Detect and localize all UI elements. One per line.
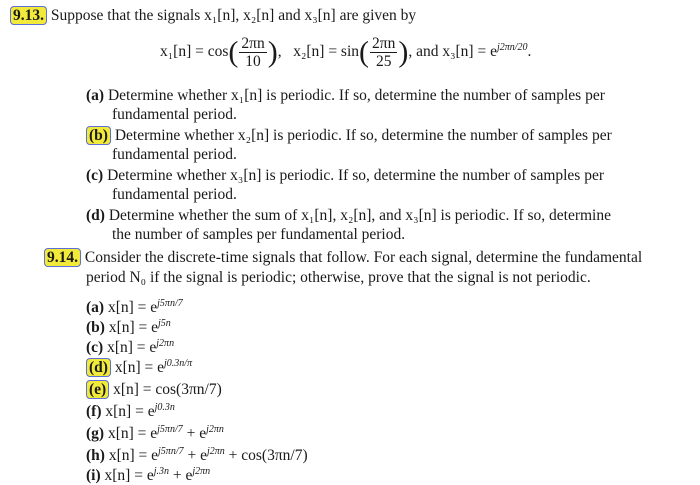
paren-open: ( — [228, 35, 239, 69]
part-913-c — [86, 166, 686, 204]
problem-913-equations: x₁[n] = cos( $\frac{2\pi n}{10}$ ), x₂[n] = sin( $\frac{2\pi n}{25}$ ), and $x_3[n] = e^{j2\pi n/20}$. — [160, 34, 532, 70]
part-text: Determine whether x₂[n] is periodic. If so, determine the number of samples per — [114, 127, 612, 144]
signal-d — [86, 358, 192, 377]
part-913-d — [86, 206, 696, 244]
signal-expr: x[n] = e — [108, 447, 159, 464]
eq-x2-fraction — [370, 35, 397, 70]
signal-expr: x[n] = e — [107, 299, 158, 316]
signal-expr-plus: + e — [183, 447, 207, 464]
signal-b — [86, 318, 171, 337]
signal-expr-plus: + e — [169, 467, 193, 484]
problem-914-intro: Consider the discrete-time signals that follow. For each signal, determine the fundamental — [84, 249, 643, 266]
eq-x1-num: 2πn — [241, 34, 265, 52]
part-913-a — [86, 86, 686, 124]
problem-914-header — [44, 248, 642, 267]
signal-expr: x[n] = e — [107, 339, 157, 356]
part-text-cont: the number of samples per fundamental period. — [112, 226, 406, 243]
eq-x2-lhs: x₂[n] = sin — [293, 43, 360, 60]
signal-exponent: j5πn/7 — [157, 298, 183, 309]
signal-label: (i) — [86, 467, 101, 484]
part-text-cont: fundamental period. — [112, 146, 237, 163]
paren-close: ) — [267, 35, 278, 69]
problem-913-intro: Suppose that the signals x₁[n], x₂[n] and x₃[n] are given by — [50, 7, 417, 24]
signal-label: (d) — [86, 358, 111, 377]
signal-label: (g) — [86, 425, 105, 442]
signal-label: (c) — [86, 339, 104, 356]
signal-label: (h) — [86, 447, 105, 464]
signal-expr: x[n] = e — [104, 467, 154, 484]
signal-expr: x[n] = e — [107, 425, 158, 442]
part-text: Determine whether x₃[n] is periodic. If so, determine the number of samples per — [107, 167, 605, 184]
signal-label: (e) — [86, 380, 109, 399]
eq-x2-den: 25 — [375, 52, 392, 70]
part-label: (d) — [86, 207, 105, 224]
part-text-cont: fundamental period. — [112, 106, 237, 123]
eq-x3-lhs: , and x₃[n] = e — [408, 43, 497, 60]
signal-h — [86, 446, 308, 465]
signal-expr-tail: + cos(3πn/7) — [224, 447, 308, 464]
signal-label: (f) — [86, 403, 102, 420]
signal-f — [86, 402, 175, 421]
signal-expr: x[n] = e — [108, 319, 159, 336]
signal-expr: x[n] = e — [105, 403, 155, 420]
part-label: (a) — [86, 87, 105, 104]
problem-913-header — [10, 6, 416, 25]
paren-open: ( — [359, 35, 370, 69]
eq-x1-fraction — [239, 35, 266, 70]
eq-x1-lhs: x₁[n] = cos — [160, 43, 229, 60]
signal-exponent: j5n — [158, 318, 171, 329]
signal-exponent: j0.3n — [154, 402, 175, 413]
paren-close: ) — [398, 35, 409, 69]
signal-expr-plus: + e — [182, 425, 207, 442]
problem-914-intro-cont: period N₀ if the signal is periodic; otherwise, prove that the signal is not periodic. — [86, 269, 591, 286]
part-label: (c) — [86, 167, 104, 184]
signal-exponent: j2πn — [156, 338, 175, 349]
signal-e — [86, 380, 222, 399]
signal-c — [86, 338, 174, 357]
signal-exponent: j5πn/7 — [157, 424, 183, 435]
signal-exponent: j.3n — [153, 466, 169, 477]
part-text: Determine whether x₁[n] is periodic. If so, determine the number of samples per — [107, 87, 605, 104]
signal-exponent-2: j2πn — [206, 446, 225, 457]
signal-label: (b) — [86, 319, 105, 336]
part-label: (b) — [86, 126, 111, 145]
eq-x3-exponent: j2πn/20 — [496, 42, 528, 53]
signal-exponent: j0.3n/π — [164, 358, 193, 369]
part-913-b — [86, 126, 686, 164]
signal-expr: x[n] = cos(3πn/7) — [113, 381, 222, 398]
signal-a — [86, 298, 183, 317]
eq-x1-den: 10 — [245, 52, 261, 70]
signal-exponent-2: j2πn — [206, 424, 224, 435]
problem-913-number: 9.13. — [10, 6, 47, 25]
problem-914-number: 9.14. — [44, 248, 81, 267]
signal-i — [86, 466, 210, 485]
signal-g — [86, 424, 224, 443]
signal-exponent-2: j2πn — [192, 466, 211, 477]
eq-x2-num: 2πn — [372, 34, 396, 52]
signal-expr: x[n] = e — [114, 359, 165, 376]
signal-label: (a) — [86, 299, 105, 316]
part-text: Determine whether the sum of x₁[n], x₂[n], and x₃[n] is periodic. If so, determine — [108, 207, 611, 224]
signal-exponent: j5πn/7 — [158, 446, 184, 457]
part-text-cont: fundamental period. — [112, 186, 237, 203]
